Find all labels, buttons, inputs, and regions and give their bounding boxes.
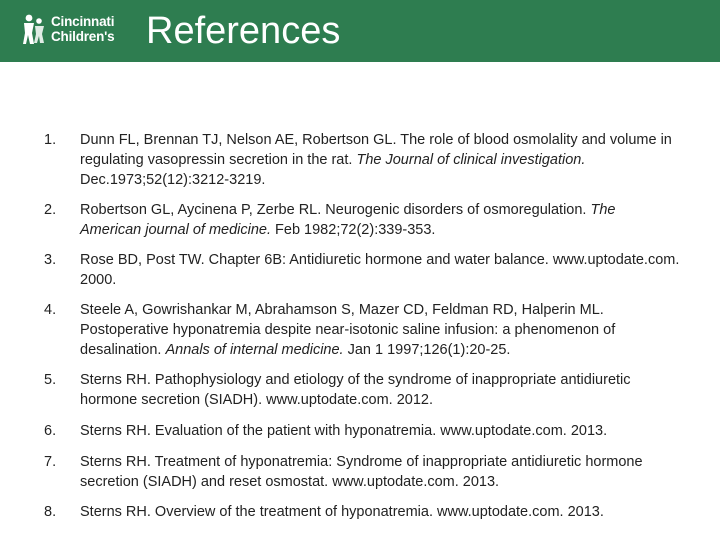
reference-item <box>44 421 684 441</box>
reference-number: 3. <box>44 252 57 268</box>
reference-item <box>44 250 684 290</box>
reference-number: 8. <box>44 504 57 520</box>
logo-line-2: Children's <box>51 29 115 44</box>
reference-text: Sterns RH. Pathophysiology and etiology of the syndrome of inappropriate antidiuretic hormone secretion (SIADH). www.uptodate.com. 2012. <box>80 372 631 408</box>
reference-item <box>44 370 684 410</box>
reference-item <box>44 130 684 190</box>
reference-item <box>44 502 684 522</box>
reference-number: 6. <box>44 423 57 439</box>
reference-number: 2. <box>44 202 57 218</box>
reference-text: Robertson GL, Aycinena P, Zerbe RL. Neurogenic disorders of osmoregulation. The American journal of medicine. Feb 1982;72(2):339-353. <box>80 202 616 238</box>
reference-item <box>44 200 684 240</box>
logo-line-1: Cincinnati <box>51 14 115 29</box>
reference-text: Sterns RH. Treatment of hyponatremia: Syndrome of inappropriate antidiuretic hormone secretion (SIADH) and reset osmostat. www.uptodate.com. 2013. <box>80 454 643 490</box>
slide-title: References <box>146 10 341 52</box>
reference-item <box>44 452 684 492</box>
reference-number: 5. <box>44 372 57 388</box>
reference-text: Rose BD, Post TW. Chapter 6B: Antidiuretic hormone and water balance. www.uptodate.com. 2000. <box>80 252 680 288</box>
reference-number: 7. <box>44 454 57 470</box>
reference-text: Sterns RH. Evaluation of the patient with hyponatremia. www.uptodate.com. 2013. <box>80 423 608 439</box>
journal-title: The American journal of medicine. <box>80 202 616 238</box>
journal-title: Annals of internal medicine. <box>165 342 344 358</box>
reference-number: 4. <box>44 302 57 318</box>
reference-text: Steele A, Gowrishankar M, Abrahamson S, Mazer CD, Feldman RD, Halperin ML. Postoperative hyponatremia despite near-isotonic saline infusion: a phenomenon of desalination. Annals of internal medicine. Jan 1 1997;126(1):20-25. <box>80 302 616 358</box>
reference-number: 1. <box>44 132 57 148</box>
journal-title: The Journal of clinical investigation. <box>356 152 586 168</box>
reference-text: Dunn FL, Brennan TJ, Nelson AE, Robertson GL. The role of blood osmolality and volume in regulating vasopressin secretion in the rat. The Journal of clinical investigation. Dec.1973;52(12):3212-3219. <box>80 132 672 188</box>
reference-item <box>44 300 684 360</box>
reference-text: Sterns RH. Overview of the treatment of hyponatremia. www.uptodate.com. 2013. <box>80 504 604 520</box>
